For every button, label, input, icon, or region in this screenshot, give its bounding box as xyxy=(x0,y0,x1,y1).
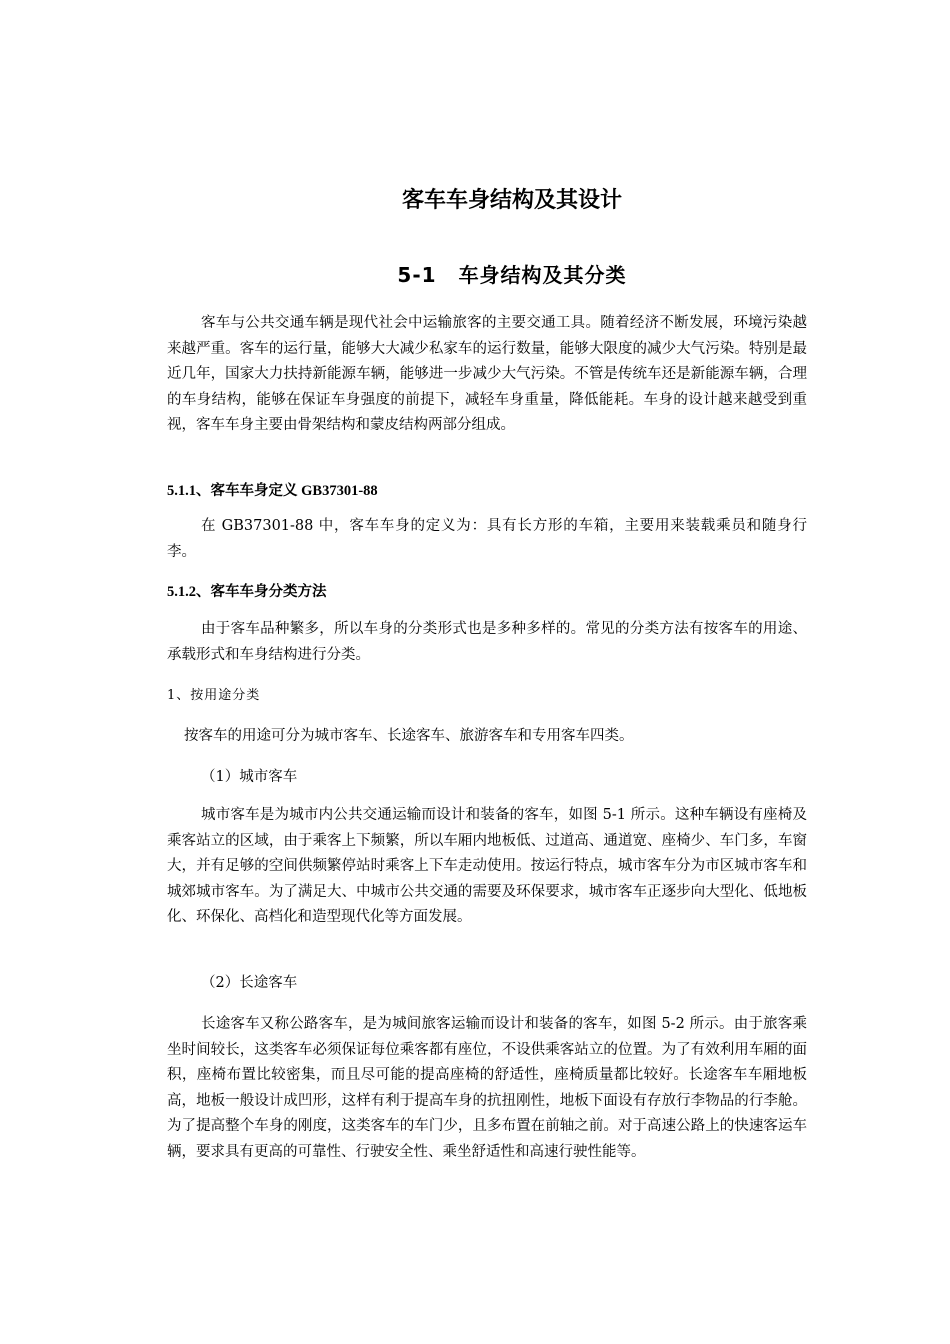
section-heading xyxy=(167,260,857,290)
city-bus-paragraph: 城市客车是为城市内公共交通运输而设计和装备的客车，如图 5-1 所示。这种车辆设有座椅及乘客站立的区域，由于乘客上下频繁，所以车厢内地板低、过道高、通道宽、座椅少、车门多，车窗大，并有足够的空间供频繁停站时乘客上下车走动使用。按运行特点，城市客车分为市区城市客车和城郊城市客车。为了满足大、中城市公共交通的需要及环保要求，城市客车正逐步向大型化、低地板化、环保化、高档化和造型现代化等方面发展。 xyxy=(167,807,807,925)
long-distance-bus-paragraph: 长途客车又称公路客车，是为城间旅客运输而设计和装备的客车，如图 5-2 所示。由于旅客乘坐时间较长，这类客车必须保证每位乘客都有座位，不设供乘客站立的位置。为了有效利用车厢的面积，座椅布置比较密集，而且尽可能的提高座椅的舒适性，座椅质量都比较好。长途客车车厢地板高，地板一般设计成凹形，这样有利于提高车身的抗扭刚性，地板下面设有存放行李物品的行李舱。为了提高整个车身的刚度，这类客车的车门少，且多布置在前轴之前。对于高速公路上的快速客运车辆，要求具有更高的可靠性、行驶安全性、乘坐舒适性和高速行驶性能等。 xyxy=(167,1016,807,1160)
classify-by-use-heading: 1、按用途分类 xyxy=(167,688,261,703)
classify-by-use-paragraph: 按客车的用途可分为城市客车、长途客车、旅游客车和专用客车四类。 xyxy=(184,728,634,744)
subsection-5-1-2-paragraph: 由于客车品种繁多，所以车身的分类形式也是多种多样的。常见的分类方法有按客车的用途、承载形式和车身结构进行分类。 xyxy=(167,621,807,663)
subsection-5-1-1-heading: 5.1.1、客车车身定义 GB37301-88 xyxy=(167,483,378,499)
long-distance-bus-heading: （2）长途客车 xyxy=(201,975,298,991)
subsection-5-1-1-paragraph: 在 GB37301-88 中，客车车身的定义为：具有长方形的车箱，主要用来装载乘员和随身行李。 xyxy=(167,518,807,560)
section-title-text: 车身结构及其分类 xyxy=(458,263,627,287)
city-bus-heading: （1）城市客车 xyxy=(201,769,298,785)
intro-paragraph: 客车与公共交通车辆是现代社会中运输旅客的主要交通工具。随着经济不断发展，环境污染越来越严重。客车的运行量，能够大大减少私家车的运行数量，能够大限度的减少大气污染。特别是最近几年，国家大力扶持新能源车辆，能够进一步减少大气污染。不管是传统车还是新能源车辆，合理的车身结构，能够在保证车身强度的前提下，减轻车身重量，降低能耗。车身的设计越来越受到重视，客车车身主要由骨架结构和蒙皮结构两部分组成。 xyxy=(167,315,807,433)
subsection-5-1-2-heading: 5.1.2、客车车身分类方法 xyxy=(167,584,327,600)
section-number: 5-1 xyxy=(397,263,437,287)
document-title: 客车车身结构及其设计 xyxy=(401,188,622,213)
